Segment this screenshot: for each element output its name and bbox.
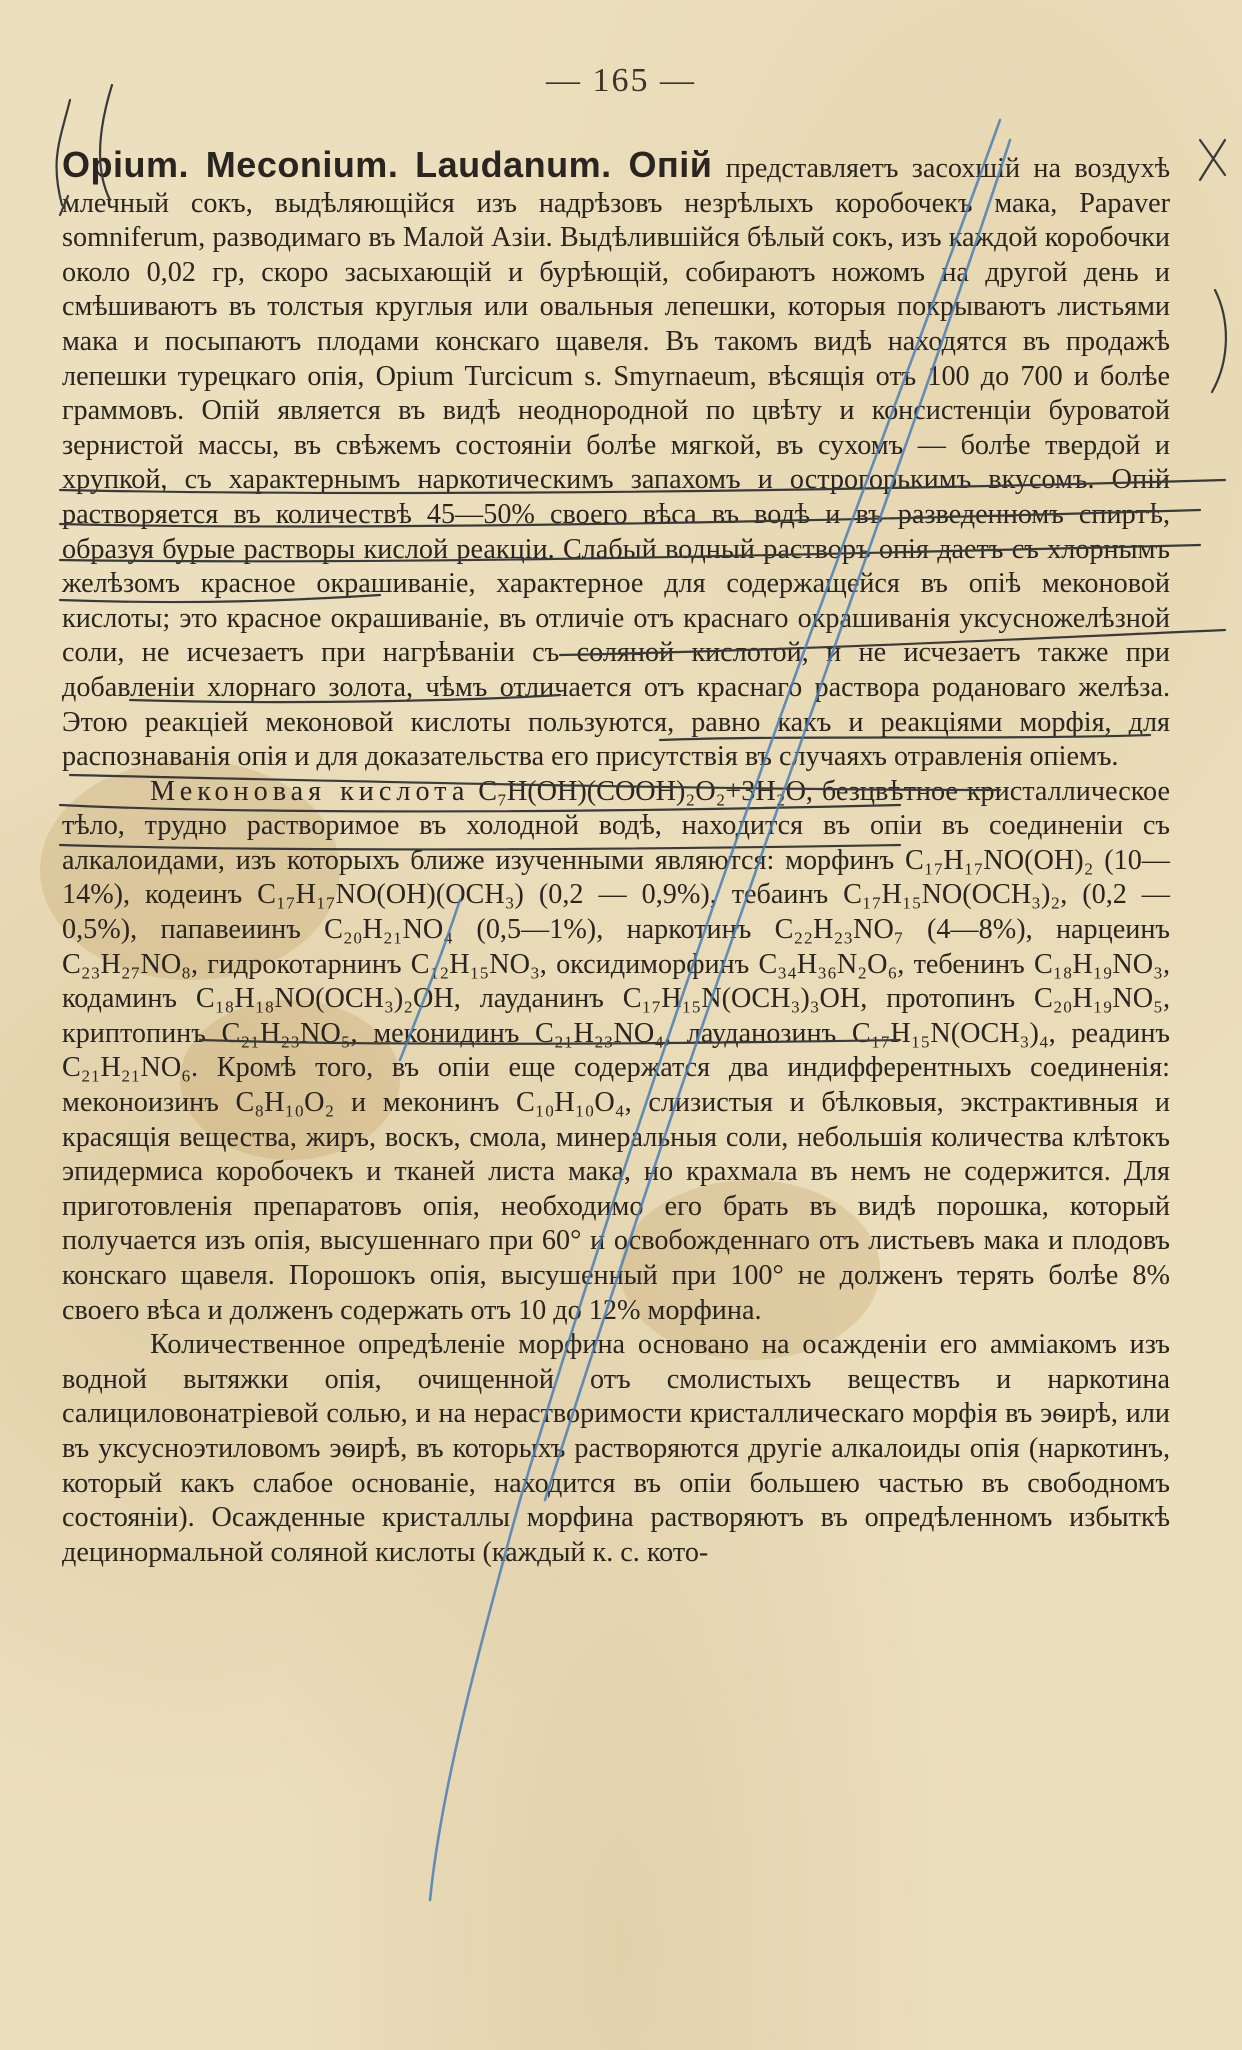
- paragraph-opium: [62, 144, 1170, 775]
- paragraph-text: Количественное опредѣленіе морфина основано на осажденіи его аммiакомъ изъ водной вытяжки опія, очищенной отъ смолистыхъ веществъ и наркотина салициловонатрiевой солью, и на нерастворимости кристаллическаго морфія въ эѳирѣ, или въ уксусноэтиловомъ эѳирѣ, въ которыхъ растворяются другіе алкалоиды опія (наркотинъ, который какъ слабое основаніе, находится въ опіи большею частью въ свободномъ состояніи). Осажденные кристаллы морфина растворяютъ въ опредѣленномъ избыткѣ децинормальной соляной кислоты (каждый к. с. кото-: [62, 1329, 1170, 1568]
- paragraph-text: C₇H(OH)(COOH)₂O₂+3H₂O, безцвѣтное кристаллическое тѣло, трудно растворимое въ холодной водѣ, находится въ опіи въ соединеніи съ алкалоидами, изъ которыхъ ближе изученными являются: морфинъ C₁₇H₁₇NO(OH)₂ (10—14%), кодеинъ C₁₇H₁₇NO(OH)(OCH₃) (0,2 — 0,9%), тебаинъ C₁₇H₁₅NO(OCH₃)₂, (0,2 — 0,5%), папавеиинъ C₂₀H₂₁NO₄ (0,5—1%), наркотинъ C₂₂H₂₃NO₇ (4—8%), нарцеинъ C₂₃H₂₇NO₈, гидрокотарнинъ C₁₂H₁₅NO₃, оксидиморфинъ C₃₄H₃₆N₂O₆, тебенинъ C₁₈H₁₉NO₃, кодаминъ C₁₈H₁₈NO(OCH₃)₂OH, лауданинъ C₁₇H₁₅N(OCH₃)₃OH, протопинъ C₂₀H₁₉NO₅, криптопинъ C₂₁H₂₃NO₅, меконидинъ C₂₁H₂₃NO₄, лауданозинъ C₁₇H₁₅N(OCH₃)₄, реадинъ C₂₁H₂₁NO₆. Кромѣ того, въ опіи еще содержатся два индифферентныхъ соединенія: меконоизинъ C₈H₁₀O₂ и меконинъ C₁₀H₁₀O₄, слизистыя и бѣлковыя, экстрактивныя и красящія вещества, жиръ, воскъ, смола, минеральныя соли, небольшія количества клѣтокъ эпидермиса коробочекъ и тканей листа мака, но крахмала въ немъ не содержится. Для приготовленія препаратовъ опія, необходимо его брать въ видѣ порошка, который получается изъ опія, высушеннаго при 60° и освобожденнаго отъ листьевъ мака и плодовъ конскаго щавеля. Порошокъ опія, высушенный при 100° не долженъ терять болѣе 8% своего вѣса и долженъ содержать отъ 10 до 12% морфина.: [62, 775, 1170, 1326]
- term-meconic-acid: Меконовая кислота: [150, 775, 470, 807]
- paragraph-text: представляетъ засохшій на воздухѣ млечный сокъ, выдѣляющійся изъ надрѣзовъ незрѣлыхъ коробочекъ мака, Papaver somniferum, разводимаго въ Малой Азіи. Выдѣлившійся бѣлый сокъ, изъ каждой коробочки около 0,02 гр, скоро засыхающій и бурѣющій, собираютъ ножомъ на другой день и смѣшиваютъ въ толстыя круглыя или овальныя лепешки, которыя покрываютъ листьями мака и посыпаютъ плодами конскаго щавеля. Въ такомъ видѣ находятся въ продажѣ лепешки турецкаго опія, Opium Turcicum s. Smyrnaeum, вѣсящія отъ 100 до 700 и болѣе граммовъ. Опій является въ видѣ неоднородной по цвѣту и консистенціи буроватой зернистой массы, въ свѣжемъ состояніи болѣе мягкой, въ сухомъ — болѣе твердой и хрупкой, съ характернымъ наркотическимъ запахомъ и острогорькимъ вкусомъ. Опій растворяется въ количествѣ 45—50% своего вѣса въ водѣ и въ разведенномъ спиртѣ, образуя бурые растворы кислой реакціи. Слабый водный растворъ опія даетъ съ хлорнымъ желѣзомъ красное окрашиваніе, характерное для содержащейся въ опіѣ меконовой кислоты; это красное окрашиваніе, въ отличіе отъ краснаго окрашиванія уксусножелѣзной соли, не исчезаетъ при нагрѣваніи съ соляной кислотой, и не исчезаетъ также при добавленіи хлорнаго золота, чѣмъ отличается отъ краснаго раствора родановаго желѣза. Этою реакціей меконовой кислоты пользуются, равно какъ и реакціями морфія, для распознаванія опія и для доказательства его присутствія въ случаяхъ отравленія опіемъ.: [62, 153, 1170, 773]
- page-number: — 165 —: [546, 62, 696, 99]
- paragraph-meconic-acid: [62, 775, 1170, 1329]
- page-body: [62, 144, 1170, 1570]
- paragraph-morphine-assay: [62, 1328, 1170, 1570]
- article-heading: Opium. Meconium. Laudanum. Опій: [62, 144, 713, 185]
